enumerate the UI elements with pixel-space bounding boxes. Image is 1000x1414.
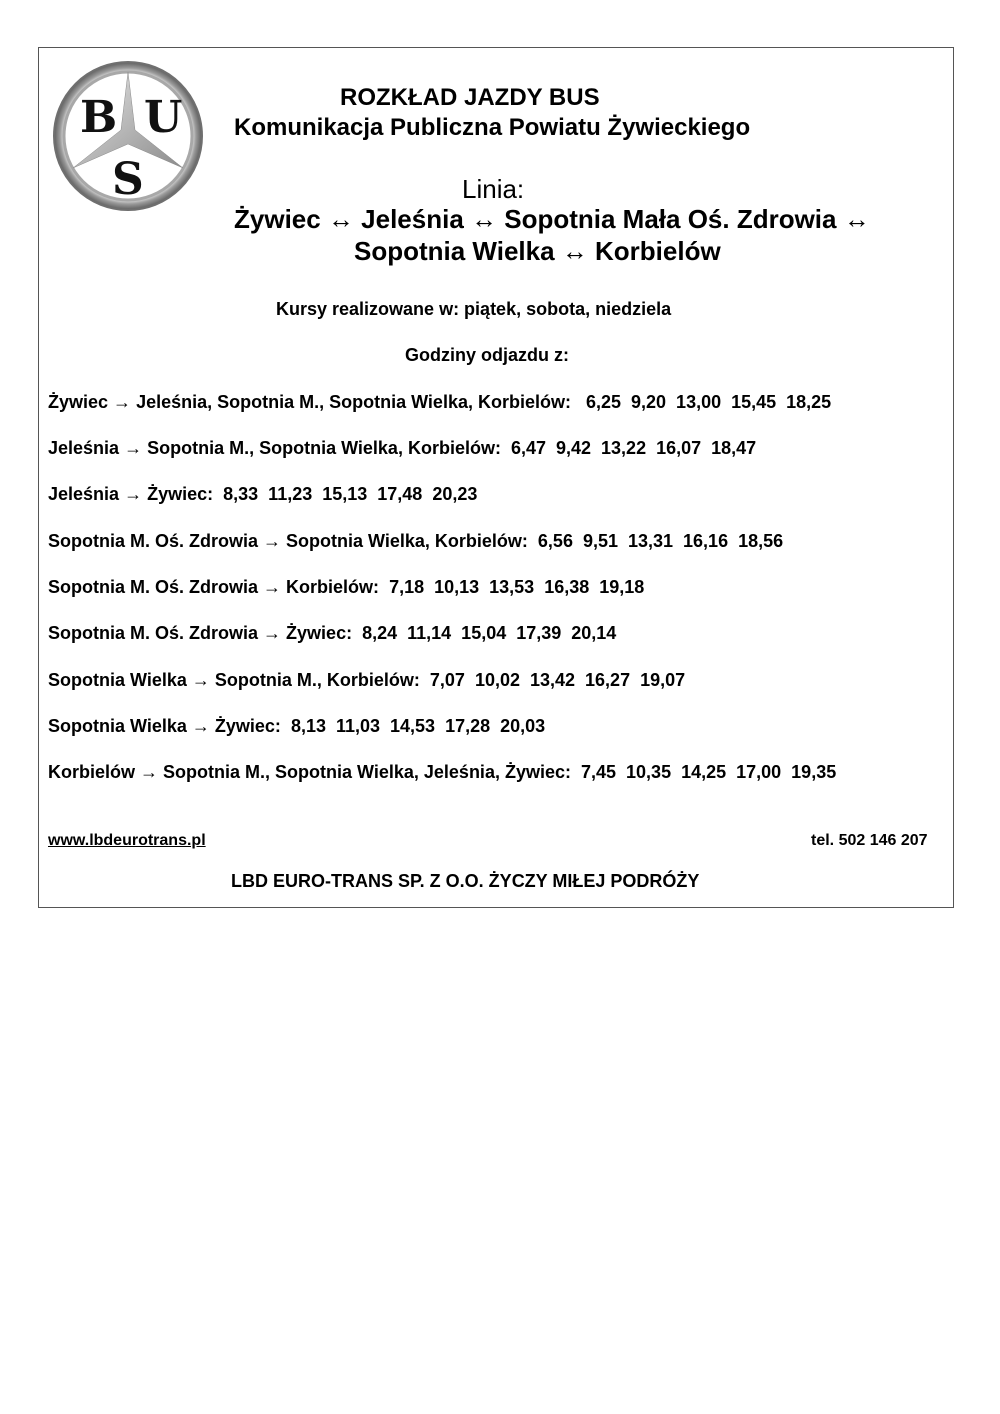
logo-letter-u: U	[144, 92, 183, 143]
route-line-2: Sopotnia Wielka ↔ Korbielów	[354, 236, 721, 266]
row-to: Sopotnia M., Sopotnia Wielka, Korbielów:	[147, 438, 501, 458]
row-from: Sopotnia M. Oś. Zdrowia	[48, 531, 259, 551]
row-from: Żywiec	[48, 392, 109, 412]
row-to: Korbielów:	[286, 577, 380, 597]
schedule-row	[48, 392, 831, 413]
row-times: 6,56 9,51 13,31 16,16 18,56	[537, 531, 784, 551]
departures-heading: Godziny odjazdu z:	[405, 345, 569, 365]
phone-number: tel. 502 146 207	[811, 832, 928, 849]
row-from: Sopotnia M. Oś. Zdrowia	[48, 623, 259, 643]
schedule-row	[48, 438, 756, 459]
website-link[interactable]: www.lbdeurotrans.pl	[48, 832, 206, 849]
row-times: 7,18 10,13 13,53 16,38 19,18	[389, 577, 645, 597]
row-times: 8,33 11,23 15,13 17,48 20,23	[223, 484, 478, 504]
row-to: Sopotnia Wielka, Korbielów:	[286, 531, 528, 551]
schedule-row	[48, 531, 783, 552]
arrow-icon: →	[263, 623, 282, 643]
row-times: 7,07 10,02 13,42 16,27 19,07	[429, 670, 686, 690]
schedule-row	[48, 577, 644, 598]
schedule-row	[48, 716, 545, 737]
arrow-icon: →	[191, 670, 210, 690]
schedule-row	[48, 484, 477, 505]
bus-logo	[50, 60, 206, 212]
row-times: 8,24 11,14 15,04 17,39 20,14	[362, 623, 617, 643]
row-times: 7,45 10,35 14,25 17,00 19,35	[581, 762, 837, 782]
row-from: Sopotnia Wielka	[48, 716, 187, 736]
row-to: Żywiec:	[214, 716, 281, 736]
row-from: Sopotnia Wielka	[48, 670, 187, 690]
line-label: Linia:	[462, 174, 525, 204]
arrow-icon: →	[113, 392, 132, 412]
arrow-icon: →	[124, 484, 143, 504]
row-to: Żywiec:	[286, 623, 353, 643]
schedule-row	[48, 762, 836, 783]
row-from: Jeleśnia	[48, 484, 120, 504]
row-from: Jeleśnia	[48, 438, 120, 458]
page-subtitle: Komunikacja Publiczna Powiatu Żywieckiego	[234, 114, 751, 141]
row-from: Sopotnia M. Oś. Zdrowia	[48, 577, 259, 597]
logo-letter-b: B	[80, 92, 118, 143]
arrow-icon: →	[140, 762, 159, 782]
page-title: ROZKŁAD JAZDY BUS	[340, 84, 600, 111]
row-times: 8,13 11,03 14,53 17,28 20,03	[290, 716, 546, 736]
arrow-icon: →	[263, 531, 282, 551]
row-to: Sopotnia M., Korbielów:	[214, 670, 420, 690]
company-wish: LBD EURO-TRANS SP. Z O.O. ŻYCZY MIŁEJ PODRÓŻY	[231, 871, 700, 891]
row-times: 6,47 9,42 13,22 16,07 18,47	[510, 438, 757, 458]
row-from: Korbielów	[48, 762, 136, 782]
row-to: Żywiec:	[147, 484, 214, 504]
service-days: Kursy realizowane w: piątek, sobota, niedziela	[276, 299, 672, 319]
schedule-row	[48, 623, 616, 644]
row-times: 6,25 9,20 13,00 15,45 18,25	[585, 392, 832, 412]
logo-letter-s: S	[112, 154, 144, 205]
schedule-row	[48, 670, 685, 691]
arrow-icon: →	[124, 438, 143, 458]
arrow-icon: →	[191, 716, 210, 736]
row-to: Jeleśnia, Sopotnia M., Sopotnia Wielka, Korbielów:	[136, 392, 571, 412]
route-line-1: Żywiec ↔ Jeleśnia ↔ Sopotnia Mała Oś. Zdrowia ↔	[234, 204, 870, 234]
row-to: Sopotnia M., Sopotnia Wielka, Jeleśnia, Żywiec:	[163, 762, 571, 782]
arrow-icon: →	[263, 577, 282, 597]
